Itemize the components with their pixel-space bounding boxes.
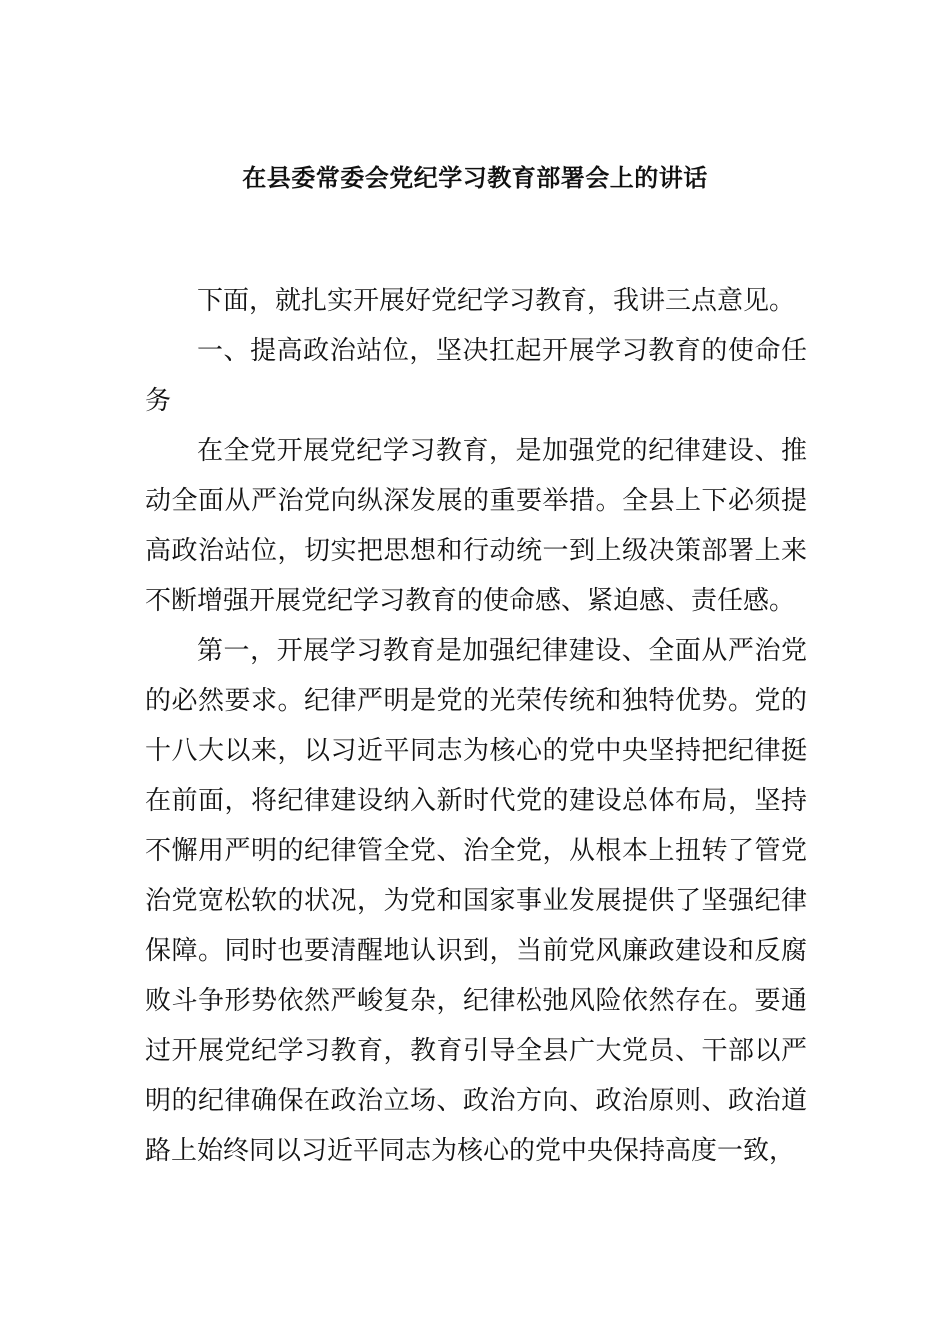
document-body: [145, 276, 807, 1176]
section-heading-1: 一、提高政治站位，坚决扛起开展学习教育的使命任务: [145, 336, 807, 416]
document-title: 在县委常委会党纪学习教育部署会上的讲话: [242, 164, 708, 192]
paragraph-first-point: 第一，开展学习教育是加强纪律建设、全面从严治党的必然要求。纪律严明是党的光荣传统和独特优势。党的十八大以来，以习近平同志为核心的党中央坚持把纪律挺在前面，将纪律建设纳入新时代党的建设总体布局，坚持不懈用严明的纪律管全党、治全党，从根本上扭转了管党治党宽松软的状况，为党和国家事业发展提供了坚强纪律保障。同时也要清醒地认识到，当前党风廉政建设和反腐败斗争形势依然严峻复杂，纪律松弛风险依然存在。要通过开展党纪学习教育，教育引导全县广大党员、干部以严明的纪律确保在政治立场、政治方向、政治原则、政治道路上始终同以习近平同志为核心的党中央保持高度一致，: [145, 636, 807, 1166]
paragraph-intro: 下面，就扎实开展好党纪学习教育，我讲三点意见。: [197, 286, 796, 316]
paragraph-section-1-body: 在全党开展党纪学习教育，是加强党的纪律建设、推动全面从严治党向纵深发展的重要举措。全县上下必须提高政治站位，切实把思想和行动统一到上级决策部署上来不断增强开展党纪学习教育的使命感、紧迫感、责任感。: [145, 436, 807, 616]
